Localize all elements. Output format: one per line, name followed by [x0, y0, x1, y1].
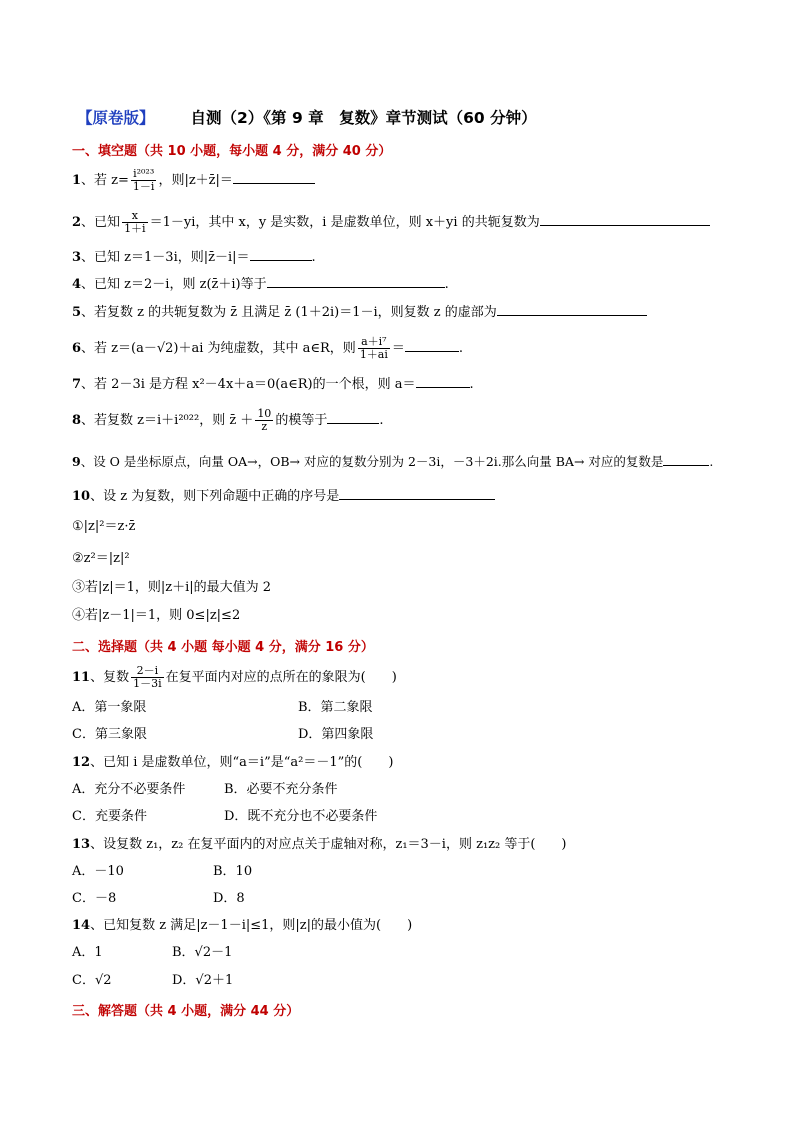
q11-option-a[interactable]: A．第一象限 [72, 700, 147, 715]
q11-option-d[interactable]: D．第四象限 [298, 727, 374, 742]
q13-option-d[interactable]: D．8 [213, 891, 245, 906]
question-8: 8、若复数 z＝i＋i²⁰²²，则 z̄ ＋ $\frac{10}{z}$ 的模等于 . [72, 407, 384, 433]
section-choice-header: 二、选择题（共 4 小题 每小题 4 分，满分 16 分） [72, 640, 374, 655]
answer-blank[interactable] [540, 211, 710, 226]
question-11: 11、复数 $\frac{2-i}{1-3i}$ 在复平面内对应的点所在的象限为( ) [72, 664, 397, 690]
answer-blank[interactable] [416, 373, 470, 388]
q12-option-d[interactable]: D．既不充分也不必要条件 [224, 809, 378, 824]
question-3: 3、已知 z＝1－3i，则|z̄－i|＝ . [72, 246, 316, 267]
question-4: 4、已知 z＝2－i，则 z(z̄＋i)等于 . [72, 273, 449, 294]
q13-option-b[interactable]: B．10 [213, 864, 253, 879]
answer-blank[interactable] [233, 169, 315, 184]
answer-blank[interactable] [250, 246, 312, 261]
answer-blank[interactable] [267, 273, 445, 288]
q12-option-c[interactable]: C．充要条件 [72, 809, 147, 824]
q12-option-b[interactable]: B．必要不充分条件 [224, 782, 338, 797]
answer-blank[interactable] [405, 337, 459, 352]
question-12: 12、已知 i 是虚数单位，则“a＝i”是“a²＝－1”的( ) [72, 755, 394, 770]
q14-option-d[interactable]: D．√2＋1 [172, 973, 234, 988]
q10-item-4: ④若|z－1|＝1，则 0≤|z|≤2 [72, 608, 241, 623]
section-fill-header: 一、填空题（共 10 小题，每小题 4 分，满分 40 分） [72, 144, 392, 159]
title-tag: 【原卷版】 [77, 109, 155, 127]
q14-option-c[interactable]: C．√2 [72, 973, 112, 988]
question-5: 5、若复数 z 的共轭复数为 z̄ 且满足 z̄ (1＋2i)＝1－i，则复数 z 的虚部为 [72, 301, 647, 322]
q10-item-1: ①|z|²＝z·z̄ [72, 519, 136, 534]
question-1: 1、若 z= $\frac{\text{i²⁰²³}}{1-i}$ ，则|z＋z̄|＝ [72, 168, 315, 193]
question-6: 6、若 z＝(a－√2)＋ai 为纯虚数，其中 a∈R，则 $\frac{\text{a＋i⁷}}{1+ai}$ ＝ . [72, 335, 464, 361]
title-main: 自测（2）《第 9 章 复数》章节测试（60 分钟） [190, 109, 537, 127]
q14-option-a[interactable]: A．1 [72, 945, 103, 960]
q13-option-c[interactable]: C．－8 [72, 891, 117, 906]
answer-blank[interactable] [497, 301, 647, 316]
answer-blank[interactable] [327, 409, 379, 424]
question-2: 2、已知 $\frac{x}{1+i}$ ＝1－yi，其中 x，y 是实数，i 是虚数单位，则 x＋yi 的共轭复数为 [72, 210, 710, 235]
q10-item-2: ②z²＝|z|² [72, 551, 130, 566]
q14-option-b[interactable]: B．√2－1 [172, 945, 233, 960]
section-answer-header: 三、解答题（共 4 小题，满分 44 分） [72, 1004, 300, 1019]
question-14: 14、已知复数 z 满足|z－1－i|≤1，则|z|的最小值为( ) [72, 918, 413, 933]
answer-blank[interactable] [339, 485, 495, 500]
question-9: 9、设 O 是坐标原点，向量 OA→，OB→ 对应的复数分别为 2－3i，－3＋2i.那么向量 BA→ 对应的复数是 . [72, 451, 713, 471]
question-7: 7、若 2－3i 是方程 x²－4x＋a＝0(a∈R)的一个根，则 a＝ . [72, 373, 474, 394]
q10-item-3: ③若|z|＝1，则|z＋i|的最大值为 2 [72, 580, 272, 595]
q11-option-c[interactable]: C．第三象限 [72, 727, 147, 742]
question-13: 13、设复数 z₁，z₂ 在复平面内的对应点关于虚轴对称，z₁＝3－i，则 z₁z₂ 等于( ) [72, 837, 567, 852]
q13-option-a[interactable]: A．－10 [72, 864, 124, 879]
question-10: 10、设 z 为复数，则下列命题中正确的序号是 [72, 485, 495, 506]
page-title [77, 106, 537, 128]
q11-option-b[interactable]: B．第二象限 [298, 700, 373, 715]
answer-blank[interactable] [663, 451, 709, 466]
q12-option-a[interactable]: A．充分不必要条件 [72, 782, 186, 797]
